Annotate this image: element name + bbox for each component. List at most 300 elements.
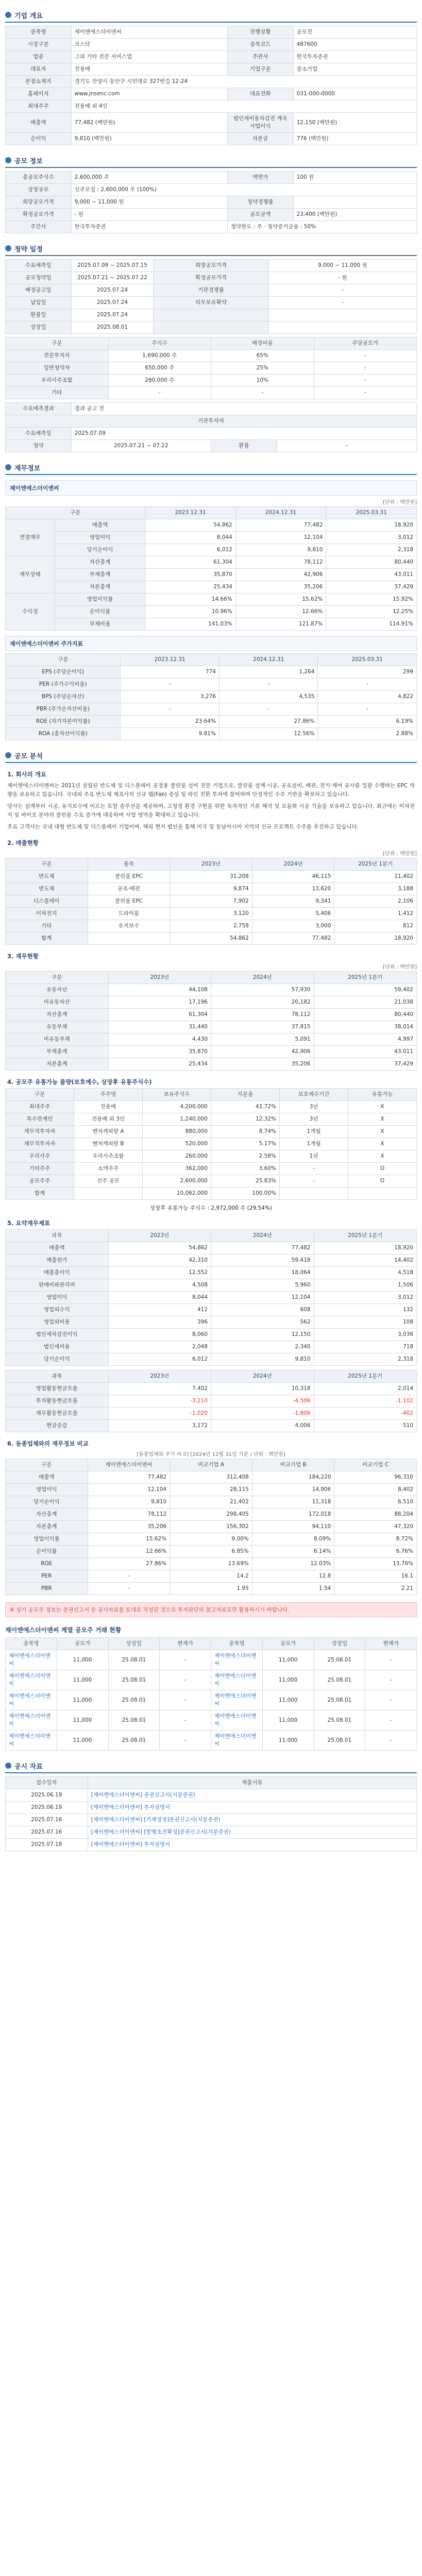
column-header: 2024.12.31 (235, 507, 326, 519)
valuation-row (6, 691, 417, 703)
peer-row (6, 1484, 417, 1496)
valuation-row-cell: 27.86% (219, 716, 318, 728)
sales-row-cell: 3,000 (252, 920, 334, 933)
income-row-cell: 608 (211, 1304, 314, 1316)
fin-row (6, 544, 417, 556)
peer-row-cell: 14,906 (252, 1484, 334, 1496)
valuation-row-cell: 1,264 (219, 666, 318, 679)
income-row-cell: 108 (314, 1316, 417, 1329)
info-row (6, 26, 417, 39)
doc-date: 2025.07.18 (6, 1839, 88, 1851)
peer-row-cell: 14.2 (170, 1570, 252, 1583)
sales-row-cell: 3,120 (170, 908, 252, 920)
section-bullet-icon (5, 1762, 11, 1769)
column-header: 지분율 (211, 1089, 280, 1101)
income-row-cell: 5,960 (211, 1279, 314, 1292)
lockup-row-cell: 1개월 (280, 1126, 348, 1138)
analysis-heading-financial: 3. 재무현황 (7, 953, 39, 960)
fin-item-label: 매출액 (55, 519, 145, 532)
lockup-row (6, 1113, 417, 1126)
info-label: 공모금액 (227, 209, 293, 221)
ipo-cell: 11,000 (262, 1731, 314, 1751)
info-value: 776 (백만원) (293, 133, 416, 145)
column-header: 품목 (88, 858, 170, 871)
column-header: 2023년 (108, 1370, 211, 1383)
fin-group-label: 수익성 (6, 594, 55, 631)
ipo-name-cell (6, 1670, 57, 1690)
sales-row-cell: 드라이룸 (88, 908, 170, 920)
sales-row-cell: 812 (334, 920, 417, 933)
balance-row-cell: 5,091 (211, 1033, 314, 1046)
income-row-cell: 412 (108, 1304, 211, 1316)
info-value: 487600 (293, 39, 416, 51)
ipo-name-cell (211, 1690, 263, 1710)
sales-row (6, 933, 417, 945)
sales-row-cell (88, 933, 170, 945)
balance-row-cell: 31,440 (108, 1021, 211, 1033)
allocation-cell: - (108, 387, 211, 399)
info-label: 기업구분 (227, 63, 293, 76)
income-row-cell: 54,862 (108, 1242, 211, 1255)
schedule-value: 2025.07.24 (71, 284, 154, 297)
peer-row-cell: 96,310 (334, 1471, 417, 1484)
income-row-cell: 9,810 (211, 1353, 314, 1366)
lockup-row-cell: 전용배 외 3인 (74, 1113, 143, 1126)
sales-row-cell: 7,902 (170, 895, 252, 908)
ipo-cell: - (160, 1650, 211, 1670)
fin-item-label: 당기순이익 (55, 544, 145, 556)
info-label: 종목명 (6, 26, 72, 39)
valuation-row-cell: 9.81% (121, 728, 220, 740)
income-row-cell: 77,482 (211, 1242, 314, 1255)
info-label: 본점소재지 (6, 76, 72, 88)
valuation-row-cell: BPS (주당순자산) (6, 691, 121, 703)
doc-date: 2025.07.16 (6, 1814, 88, 1826)
lockup-row (6, 1175, 417, 1188)
balance-row (6, 1046, 417, 1058)
schedule-extra-label: 기관투자자 (6, 415, 417, 428)
lockup-row (6, 1150, 417, 1163)
income-row-cell: 2,048 (108, 1341, 211, 1353)
peer-row-cell: 184,220 (252, 1471, 334, 1484)
lockup-row-cell: 41.72% (211, 1101, 280, 1113)
balance-row-cell: 35,870 (108, 1046, 211, 1058)
peer-row-cell: 27.86% (88, 1558, 170, 1570)
info-value: 전용배 외 4인 (71, 100, 416, 113)
offering-table (5, 171, 417, 233)
doc-link[interactable]: [제이엔에스더이앤씨] [발행조건확정]증권신고서(지분증권) (91, 1829, 231, 1835)
section-offering (5, 154, 417, 168)
info-row (6, 51, 417, 63)
lockup-row-cell: 5.17% (211, 1138, 280, 1150)
sales-row-cell: 77,482 (252, 933, 334, 945)
doc-date: 2025.06.19 (6, 1789, 88, 1802)
ipo-name-cell (6, 1731, 57, 1751)
cashflow-row-cell: -1,806 (211, 1408, 314, 1420)
balance-row-cell: 57,930 (211, 984, 314, 996)
schedule-extra-row (6, 428, 417, 440)
allocation-cell: 전문투자자 (6, 350, 109, 362)
peer-caption: [동종업체와 주가 비교] [2024년 12월 31일 기준 / 단위 : 백만원] (137, 1452, 285, 1458)
cashflow-row (6, 1395, 417, 1408)
schedule-value: 2025.07.21 ~ 2025.07.22 (71, 272, 154, 284)
lockup-row-cell: 2,600,000 (143, 1175, 211, 1188)
fin-value: 12,104 (235, 532, 326, 544)
ipo-name-link[interactable]: 제이엔에스더이앤씨 (9, 1673, 51, 1687)
ipo-name-cell (6, 1710, 57, 1731)
ipo-row (6, 1690, 417, 1710)
lockup-table (5, 1088, 417, 1200)
ipo-cell: - (160, 1690, 211, 1710)
peer-row-cell: 12,104 (88, 1484, 170, 1496)
lockup-row-cell: - (280, 1163, 348, 1175)
info-value: 9,000 ~ 11,000 원 (71, 196, 227, 209)
schedule-value: 2025.07.24 (71, 297, 154, 309)
sales-row (6, 895, 417, 908)
lockup-row-cell: 신주 공모 (74, 1175, 143, 1188)
ipo-name-link[interactable]: 제이엔에스더이앤씨 (214, 1733, 257, 1747)
info-label: 업종 (6, 51, 72, 63)
ipo-name-cell (211, 1650, 263, 1670)
income-row-cell: 3,012 (314, 1292, 417, 1304)
balance-row (6, 1033, 417, 1046)
cashflow-row (6, 1420, 417, 1432)
lockup-row-cell: X (348, 1138, 417, 1150)
cashflow-row-cell: -1,102 (314, 1395, 417, 1408)
schedule-extra-label: 청약 (6, 440, 72, 452)
info-label: 주간사 (6, 221, 72, 233)
column-header: 접수일자 (6, 1777, 88, 1789)
sales-row-cell: 공조·배관 (88, 883, 170, 895)
column-header: 2025년 1분기 (314, 1230, 417, 1242)
doc-link[interactable]: [제이엔에스더이앤씨] 투자설명서 (91, 1804, 171, 1810)
allocation-cell: 우리사주조합 (6, 375, 109, 387)
income-row-cell: 4,518 (314, 1267, 417, 1279)
balance-row-cell: 43,011 (314, 1046, 417, 1058)
allocation-cell: - (211, 387, 314, 399)
balance-row-cell: 17,196 (108, 996, 211, 1009)
valuation-row-cell: - (121, 679, 220, 691)
lockup-row-cell: 3년 (280, 1101, 348, 1113)
ipo-name-link[interactable]: 제이엔에스더이앤씨 (214, 1653, 257, 1667)
column-header: 제이엔에스더이앤씨 (88, 1459, 170, 1471)
peer-row-cell: 자산총계 (6, 1509, 88, 1521)
info-row (6, 76, 417, 88)
ipo-cell: - (365, 1670, 417, 1690)
column-header: 비교기업 C (334, 1459, 417, 1471)
fin-value: 121.87% (235, 618, 326, 631)
info-value: 코스닥 (71, 39, 227, 51)
info-value: 신주모집 : 2,600,000 주 (100%) (71, 184, 416, 196)
allocation-cell: 일반청약자 (6, 362, 109, 375)
income-row (6, 1316, 417, 1329)
ipo-name-link[interactable]: 제이엔에스더이앤씨 (214, 1693, 257, 1707)
cashflow-row-cell: 영업활동현금흐름 (6, 1383, 109, 1395)
allocation-cell: - (314, 387, 417, 399)
lockup-row-cell: X (348, 1113, 417, 1126)
column-header: 공모가 (262, 1638, 314, 1650)
sales-row-cell: 9,874 (170, 883, 252, 895)
column-header: 과목 (6, 1370, 109, 1383)
peer-row (6, 1558, 417, 1570)
lockup-row-cell: - (280, 1175, 348, 1188)
info-row (6, 184, 417, 196)
column-header: 비교기업 A (170, 1459, 252, 1471)
allocation-cell: - (314, 362, 417, 375)
column-header: 2024년 (211, 1370, 314, 1383)
doc-link[interactable]: [제이엔에스더이앤씨] 투자설명서 (91, 1841, 171, 1848)
valuation-row-cell: 3,276 (121, 691, 220, 703)
income-row-cell: 562 (211, 1316, 314, 1329)
fin-row (6, 618, 417, 631)
balance-row-cell: 59,402 (314, 984, 417, 996)
income-row-cell: 판매비와관리비 (6, 1279, 109, 1292)
info-label: 액면가 (227, 172, 293, 184)
income-row-cell: 법인세비용 (6, 1341, 109, 1353)
ipo-name-link[interactable]: 제이엔에스더이앤씨 (9, 1693, 51, 1707)
valuation-row (6, 728, 417, 740)
peer-row-cell: PBR (6, 1583, 88, 1595)
valuation-row-cell: 299 (318, 666, 417, 679)
section-bullet-icon (5, 12, 11, 18)
info-label: 시장구분 (6, 39, 72, 51)
info-row (6, 113, 417, 133)
peer-row-cell: 8,402 (334, 1484, 417, 1496)
valuation-row-cell: 4,822 (318, 691, 417, 703)
balance-row-cell: 78,112 (211, 1009, 314, 1021)
peer-row-cell: 13.76% (334, 1558, 417, 1570)
ipo-name-link[interactable]: 제이엔에스더이앤씨 (9, 1733, 51, 1747)
allocation-cell: - (314, 375, 417, 387)
column-header: 2024년 (252, 858, 334, 871)
sales-row-cell: 디스플레이 (6, 895, 88, 908)
peer-row-cell: 13.69% (170, 1558, 252, 1570)
column-header: 과목 (6, 1230, 109, 1242)
lockup-row-cell: 재무적투자자 (6, 1138, 74, 1150)
ipo-cell: 11,000 (262, 1670, 314, 1690)
income-row-cell: 12,104 (211, 1292, 314, 1304)
income-row (6, 1267, 417, 1279)
sales-row-cell: 클린룸 EPC (88, 895, 170, 908)
demand-label: 의무보유확약 (154, 297, 268, 309)
schedule-row (6, 309, 417, 321)
fin-value: 2,318 (326, 544, 417, 556)
valuation-row-cell: - (318, 703, 417, 716)
lockup-row-cell: 8.74% (211, 1126, 280, 1138)
balance-row-cell: 37,429 (314, 1058, 417, 1071)
peer-row-cell: - (88, 1583, 170, 1595)
cashflow-row (6, 1408, 417, 1420)
schedule-table (5, 259, 417, 334)
income-row (6, 1279, 417, 1292)
peer-row-cell: 8.09% (252, 1533, 334, 1546)
income-row-cell: 42,310 (108, 1255, 211, 1267)
sales-row-cell: 54,862 (170, 933, 252, 945)
lockup-row-cell: 전용배 (74, 1101, 143, 1113)
fin-value: 8,044 (145, 532, 236, 544)
income-row-cell: 영업외비용 (6, 1316, 109, 1329)
ipo-cell: 25.08.01 (314, 1650, 365, 1670)
balance-row-cell: 4,430 (108, 1033, 211, 1046)
sales-row-cell: 반도체 (6, 883, 88, 895)
peer-row-cell: 순이익률 (6, 1546, 88, 1558)
valuation-row-cell: - (219, 703, 318, 716)
section-analysis (5, 749, 417, 763)
sales-row-cell: 2,758 (170, 920, 252, 933)
section-company-info (5, 8, 417, 23)
demand-value: - (268, 297, 416, 309)
valuation-row-cell: ROA (총자산이익률) (6, 728, 121, 740)
ipo-name-link[interactable]: 제이엔에스더이앤씨 (9, 1713, 51, 1727)
valuation-row (6, 679, 417, 691)
ipo-row (6, 1670, 417, 1690)
section-title: 공모 정보 (14, 157, 43, 165)
ipo-name-link[interactable]: 제이엔에스더이앤씨 (214, 1673, 257, 1687)
balance-row-cell: 20,182 (211, 996, 314, 1009)
allocation-table (5, 337, 417, 399)
lockup-row-cell: 520,000 (143, 1138, 211, 1150)
sales-row-cell: 1,412 (334, 908, 417, 920)
schedule-row (6, 284, 417, 297)
income-row (6, 1242, 417, 1255)
schedule-label: 배정공고일 (6, 284, 72, 297)
ipo-name-link[interactable]: 제이엔에스더이앤씨 (9, 1653, 51, 1667)
fin-value: 61,304 (145, 556, 236, 569)
peer-row-cell: 영업이익률 (6, 1533, 88, 1546)
allocation-cell: 25% (211, 362, 314, 375)
fin-row (6, 606, 417, 618)
doc-link[interactable]: [제이엔에스더이앤씨] [기재정정]증권신고서(지분증권) (91, 1817, 221, 1823)
sales-row-cell: 이차전지 (6, 908, 88, 920)
valuation-row (6, 716, 417, 728)
fin-value: 78,112 (235, 556, 326, 569)
info-value: 전용배 (71, 63, 227, 76)
peer-table (5, 1459, 417, 1595)
ipo-cell: 25.08.01 (314, 1731, 365, 1751)
peer-row-cell: 28,115 (170, 1484, 252, 1496)
peer-row-cell: 자본총계 (6, 1521, 88, 1533)
sales-row-cell: 11,402 (334, 871, 417, 883)
column-header: 유통가능 (348, 1089, 417, 1101)
schedule-extra-label: 수요예측일 (6, 428, 72, 440)
fin-unit: [단위 : 백만원] (383, 964, 417, 970)
lockup-row-cell: 362,000 (143, 1163, 211, 1175)
info-value: 12,150 (백만원) (293, 113, 416, 133)
balance-row-cell: 유동자산 (6, 984, 109, 996)
schedule-row (6, 272, 417, 284)
fin-value: 6,012 (145, 544, 236, 556)
section-bullet-icon (5, 752, 11, 758)
allocation-cell: 650,000 주 (108, 362, 211, 375)
peer-row-cell: 12.03% (252, 1558, 334, 1570)
balance-row-cell: 42,906 (211, 1046, 314, 1058)
cashflow-row-cell: -402 (314, 1408, 417, 1420)
sales-row-cell: 3,188 (334, 883, 417, 895)
analysis-paragraph: 제이엔에스더이앤씨는 2011년 설립된 반도체 및 디스플레이 공정용 클린룸 설비 전문 기업으로, 클린룸 설계·시공, 공조설비, 배관, 전기·제어 공사를 일괄 수행하는 EPC 역량을 보유하고 있습니다. 국내외 주요 반도체 제조사의 신규 팹(Fab) 증설 및 라인 전환 투자에 참여하며 안정적인 수주 기반을 확보하고 있습니다. (7, 783, 415, 798)
peer-row-cell: 94,110 (252, 1521, 334, 1533)
doc-link[interactable]: [제이엔에스더이앤씨] 증권신고서(지분증권) (91, 1792, 195, 1798)
schedule-row (6, 297, 417, 309)
fin-value: 15.62% (235, 594, 326, 606)
schedule-extra-table (5, 402, 417, 452)
doc-title-cell (88, 1839, 416, 1851)
analysis-heading-overview: 1. 회사의 개요 (7, 771, 46, 778)
lockup-row-cell: 우리사주 (6, 1150, 74, 1163)
schedule-extra-value: - (277, 440, 416, 452)
lockup-row-cell: X (348, 1126, 417, 1138)
sales-table (5, 858, 417, 945)
peer-row (6, 1496, 417, 1509)
doc-row (6, 1802, 417, 1814)
schedule-label: 상장일 (6, 321, 72, 334)
fin-row (6, 519, 417, 532)
ipo-name-link[interactable]: 제이엔에스더이앤씨 (214, 1713, 257, 1727)
ipo-list-table (5, 1637, 417, 1751)
valuation-row-cell: - (219, 679, 318, 691)
fin-item-label: 순이익률 (55, 606, 145, 618)
column-header: 비교기업 B (252, 1459, 334, 1471)
cashflow-row-cell: 재무활동현금흐름 (6, 1408, 109, 1420)
demand-value: 9,000 ~ 11,000 원 (268, 260, 416, 272)
valuation-row-cell: PBR (주가순자산비율) (6, 703, 121, 716)
income-row-cell: 718 (314, 1341, 417, 1353)
fin-value: 42,906 (235, 569, 326, 581)
info-row (6, 100, 417, 113)
peer-row (6, 1471, 417, 1484)
lockup-row-cell: 우리사주조합 (74, 1150, 143, 1163)
lockup-row (6, 1126, 417, 1138)
peer-row-cell: 1.54 (252, 1583, 334, 1595)
section-title: 청약 일정 (14, 245, 43, 253)
income-row-cell: 6,012 (108, 1353, 211, 1366)
info-label: 희망공모가격 (6, 196, 72, 209)
peer-row (6, 1509, 417, 1521)
peer-row (6, 1533, 417, 1546)
fin-group-label: 연결재무 (6, 519, 55, 556)
column-header: 2023년 (108, 972, 211, 984)
valuation-row-cell: 23.64% (121, 716, 220, 728)
info-label: 진행상황 (227, 26, 293, 39)
income-row-cell: 3,036 (314, 1329, 417, 1341)
info-label: 자본금 (227, 133, 293, 145)
info-value: 23,400 (백만원) (293, 209, 416, 221)
peer-row-cell: 당기순이익 (6, 1496, 88, 1509)
income-row (6, 1255, 417, 1267)
column-header: 2023년 (108, 1230, 211, 1242)
ipo-name-cell (211, 1710, 263, 1731)
docs-table (5, 1776, 417, 1851)
peer-row-cell: 6.76% (334, 1546, 417, 1558)
fin-value: 54,862 (145, 519, 236, 532)
fin-value: 80,440 (326, 556, 417, 569)
sales-row-cell: 유지보수 (88, 920, 170, 933)
info-label: 최대주주 (6, 100, 72, 113)
disclaimer-notice: ※ 상기 공모주 정보는 증권신고서 등 공시자료를 토대로 작성된 것으로 투자판단의 참고자료로만 활용하시기 바랍니다. (5, 1602, 417, 1617)
ipo-name-cell (6, 1650, 57, 1670)
fin-item-label: 영업이익률 (55, 594, 145, 606)
column-header: 보유주식수 (143, 1089, 211, 1101)
fin-item-label: 영업이익 (55, 532, 145, 544)
cashflow-row-cell: 2,014 (314, 1383, 417, 1395)
peer-row-cell: 77,482 (88, 1471, 170, 1484)
valuation-row-cell: - (318, 679, 417, 691)
lockup-row-cell (348, 1188, 417, 1200)
lockup-row-cell: 2.58% (211, 1150, 280, 1163)
peer-row-cell: 2.21 (334, 1583, 417, 1595)
balance-row-cell: 4,997 (314, 1033, 417, 1046)
lockup-row-cell: 벤처캐피탈 B (74, 1138, 143, 1150)
column-header: 구분 (6, 1089, 74, 1101)
